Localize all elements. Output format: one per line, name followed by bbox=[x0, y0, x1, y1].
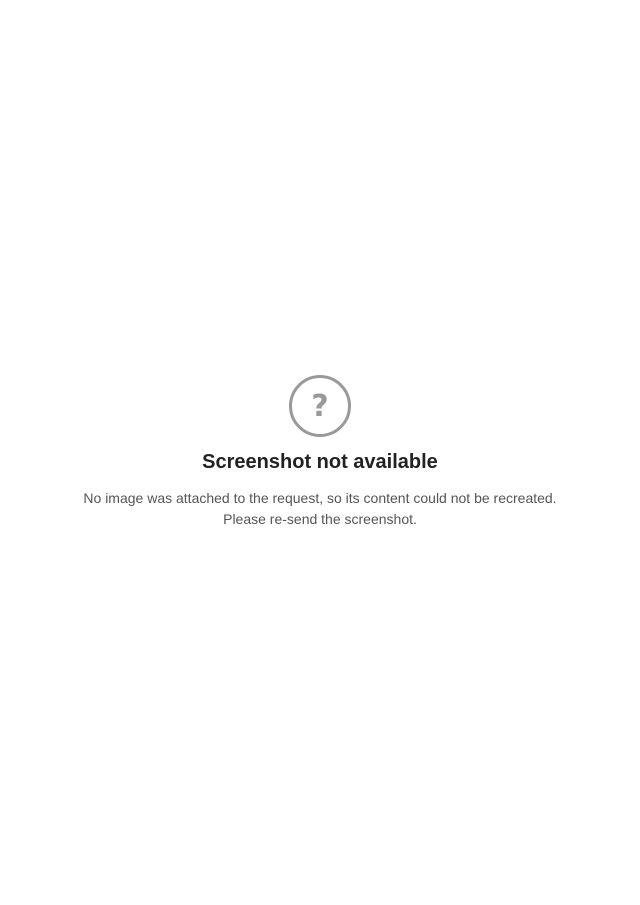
notice-message: No image was attached to the request, so its content could not be recreated. Please re-send the screenshot. bbox=[83, 490, 557, 527]
question-mark-icon: ? bbox=[289, 375, 351, 437]
notice-title: Screenshot not available bbox=[202, 451, 438, 473]
